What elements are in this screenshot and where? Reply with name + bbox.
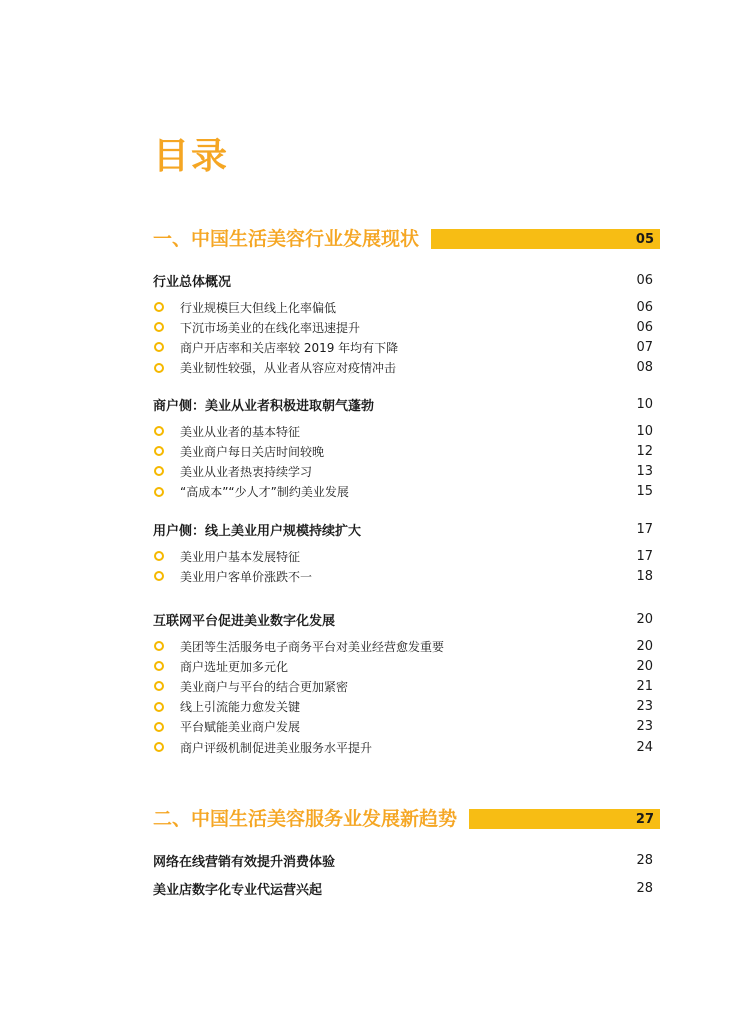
section-title: 互联网平台促进美业数字化发展 (153, 613, 336, 629)
bullet-icon (154, 302, 164, 312)
toc-item[interactable] (153, 358, 653, 378)
toc-item-page: 08 (636, 360, 653, 376)
toc-item[interactable] (153, 676, 653, 696)
toc-section-digital-operation[interactable] (153, 878, 653, 898)
section-page: 28 (636, 852, 653, 868)
toc-item-text: “高成本”“少人才”制约美业发展 (180, 485, 349, 500)
toc-item-text: 行业规模巨大但线上化率偏低 (180, 300, 337, 315)
toc-item-page: 12 (636, 443, 653, 459)
toc-item-text: 商户评级机制促进美业服务水平提升 (180, 740, 373, 755)
section-title: 用户侧：线上美业用户规模持续扩大 (153, 523, 362, 539)
toc-item[interactable] (153, 636, 653, 656)
part-2-bar (469, 809, 660, 829)
toc-item[interactable] (153, 656, 653, 676)
toc-item[interactable] (153, 461, 653, 481)
part-1-page: 05 (635, 231, 654, 247)
toc-section-platform (153, 609, 653, 757)
toc-item-page: 10 (636, 423, 653, 439)
section-page: 10 (636, 396, 653, 412)
toc-item-page: 07 (636, 339, 653, 355)
page-title: 目录 (153, 136, 230, 177)
bullet-icon (154, 681, 164, 691)
section-page: 20 (636, 611, 653, 627)
toc-section-merchant (153, 394, 653, 502)
toc-item[interactable] (153, 482, 653, 502)
toc-item[interactable] (153, 566, 653, 586)
bullet-icon (154, 641, 164, 651)
bullet-icon (154, 466, 164, 476)
toc-item-text: 平台赋能美业商户发展 (180, 720, 301, 735)
part-2-page: 27 (635, 811, 654, 827)
toc-item-page: 21 (636, 678, 653, 694)
section-page: 17 (636, 521, 653, 537)
toc-item-page: 23 (636, 719, 653, 735)
toc-item-text: 美业商户与平台的结合更加紧密 (180, 679, 349, 694)
toc-item-text: 商户选址更加多元化 (180, 659, 289, 674)
toc-item[interactable] (153, 546, 653, 566)
toc-section-user (153, 519, 653, 586)
bullet-icon (154, 742, 164, 752)
toc-item-page: 15 (636, 484, 653, 500)
bullet-icon (154, 446, 164, 456)
toc-item-page: 13 (636, 463, 653, 479)
section-heading[interactable] (153, 609, 653, 629)
toc-item[interactable] (153, 297, 653, 317)
part-1-bar (431, 229, 660, 249)
toc-item-text: 下沉市场美业的在线化率迅速提升 (180, 320, 361, 335)
bullet-icon (154, 426, 164, 436)
section-title: 商户侧：美业从业者积极进取朝气蓬勃 (153, 398, 375, 414)
toc-item[interactable] (153, 317, 653, 337)
toc-item-text: 商户开店率和关店率较 2019 年均有下降 (180, 340, 399, 355)
section-page: 06 (636, 272, 653, 288)
toc-item[interactable] (153, 441, 653, 461)
toc-item-page: 06 (636, 299, 653, 315)
bullet-icon (154, 487, 164, 497)
section-title: 网络在线营销有效提升消费体验 (153, 854, 336, 870)
toc-item-text: 美业用户基本发展特征 (180, 549, 301, 564)
toc-item[interactable] (153, 717, 653, 737)
toc-section-overview (153, 270, 653, 378)
bullet-icon (154, 363, 164, 373)
section-title: 美业店数字化专业代运营兴起 (153, 882, 323, 898)
toc-item-text: 美业从业者热衷持续学习 (180, 464, 313, 479)
bullet-icon (154, 551, 164, 561)
section-page: 28 (636, 880, 653, 896)
part-2-title: 二、中国生活美容服务业发展新趋势 (153, 808, 458, 830)
toc-item-page: 20 (636, 658, 653, 674)
toc-item[interactable] (153, 737, 653, 757)
part-2-header[interactable] (153, 807, 660, 831)
toc-item-text: 美业商户每日关店时间较晚 (180, 444, 325, 459)
bullet-icon (154, 722, 164, 732)
section-heading[interactable] (153, 394, 653, 414)
toc-item-page: 24 (636, 739, 653, 755)
toc-section-online-marketing[interactable] (153, 850, 653, 870)
bullet-icon (154, 322, 164, 332)
toc-item[interactable] (153, 337, 653, 357)
section-title: 行业总体概况 (153, 274, 232, 290)
bullet-icon (154, 661, 164, 671)
toc-item-page: 18 (636, 568, 653, 584)
toc-item-text: 美业韧性较强，从业者从容应对疫情冲击 (180, 361, 397, 376)
toc-item-text: 美业从业者的基本特征 (180, 424, 301, 439)
bullet-icon (154, 342, 164, 352)
bullet-icon (154, 571, 164, 581)
part-1-title: 一、中国生活美容行业发展现状 (153, 228, 420, 250)
toc-item-page: 17 (636, 548, 653, 564)
section-heading[interactable] (153, 519, 653, 539)
part-1-header[interactable] (153, 227, 660, 251)
bullet-icon (154, 702, 164, 712)
toc-item-page: 06 (636, 319, 653, 335)
toc-item-text: 线上引流能力愈发关键 (180, 700, 301, 715)
toc-item-text: 美团等生活服务电子商务平台对美业经营愈发重要 (180, 639, 445, 654)
toc-item-page: 20 (636, 638, 653, 654)
toc-item-page: 23 (636, 699, 653, 715)
toc-item[interactable] (153, 697, 653, 717)
toc-item-text: 美业用户客单价涨跌不一 (180, 569, 313, 584)
toc-item[interactable] (153, 421, 653, 441)
section-heading[interactable] (153, 270, 653, 290)
